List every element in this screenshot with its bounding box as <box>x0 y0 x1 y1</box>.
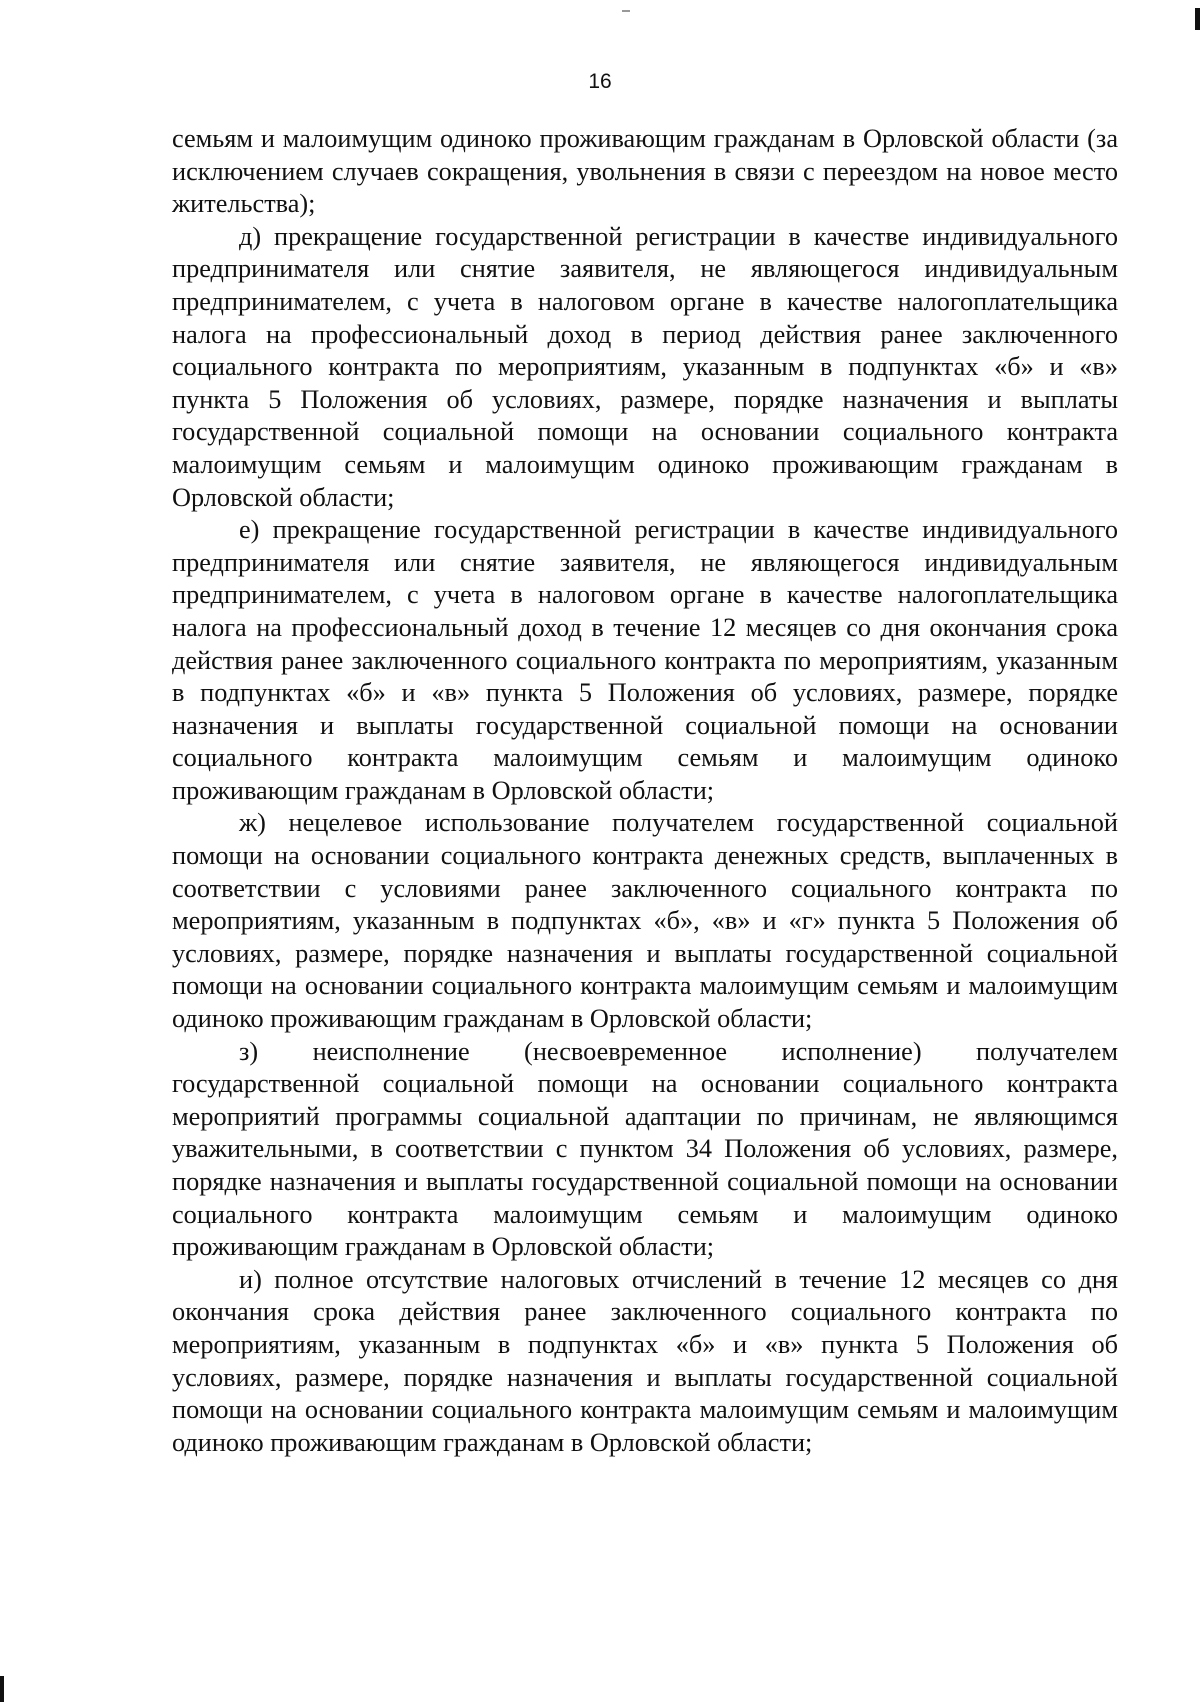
paragraph-item-i: и) полное отсутствие налоговых отчислений в течение 12 месяцев со дня окончания срока действия ранее заключенного социального контракта по мероприятиям, указанным в подпунктах «б» и «в» пункта 5 Положения об условиях, размере, порядке назначения и выплаты государственной социальной помощи на основании социального контракта малоимущим семьям и малоимущим одиноко проживающим гражданам в Орловской области; <box>172 1264 1118 1457</box>
document-body <box>172 123 1118 1459</box>
paragraph-item-d: д) прекращение государственной регистрации в качестве индивидуального предпринимателя или снятие заявителя, не являющегося индивидуальным предпринимателем, с учета в налоговом органе в качестве налогоплательщика налога на профессиональный доход в период действия ранее заключенного социального контракта по мероприятиям, указанным в подпунктах «б» и «в» пункта 5 Положения об условиях, размере, порядке назначения и выплаты государственной социальной помощи на основании социального контракта малоимущим семьям и малоимущим одиноко проживающим гражданам в Орловской области; <box>172 221 1118 512</box>
scan-artifact-mark <box>622 10 630 12</box>
paragraph-item-e: е) прекращение государственной регистрации в качестве индивидуального предпринимателя или снятие заявителя, не являющегося индивидуальным предпринимателем, с учета в налоговом органе в качестве налогоплательщика налога на профессиональный доход в течение 12 месяцев со дня окончания срока действия ранее заключенного социального контракта по мероприятиям, указанным в подпунктах «б» и «в» пункта 5 Положения об условиях, размере, порядке назначения и выплаты государственной социальной помощи на основании социального контракта малоимущим семьям и малоимущим одиноко проживающим гражданам в Орловской области; <box>172 515 1118 805</box>
scan-artifact-mark <box>1195 8 1200 30</box>
page-number: 16 <box>588 70 612 93</box>
paragraph-continuation: семьям и малоимущим одиноко проживающим гражданам в Орловской области (за исключением случаев сокращения, увольнения в связи с переездом на новое место жительства); <box>172 124 1118 219</box>
paragraph-item-zh: ж) нецелевое использование получателем государственной социальной помощи на основании социального контракта денежных средств, выплаченных в соответствии с условиями ранее заключенного социального контракта по мероприятиям, указанным в подпунктах «б», «в» и «г» пункта 5 Положения об условиях, размере, порядке назначения и выплаты государственной социальной помощи на основании социального контракта малоимущим семьям и малоимущим одиноко проживающим гражданам в Орловской области; <box>172 808 1118 1034</box>
scan-artifact-mark <box>0 1676 4 1702</box>
paragraph-item-z: з) неисполнение (несвоевременное исполнение) получателем государственной социальной помощи на основании социального контракта мероприятий программы социальной адаптации по причинам, не являющимся уважительными, в соответствии с пунктом 34 Положения об условиях, размере, порядке назначения и выплаты государственной социальной помощи на основании социального контракта малоимущим семьям и малоимущим одиноко проживающим гражданам в Орловской области; <box>172 1036 1118 1262</box>
